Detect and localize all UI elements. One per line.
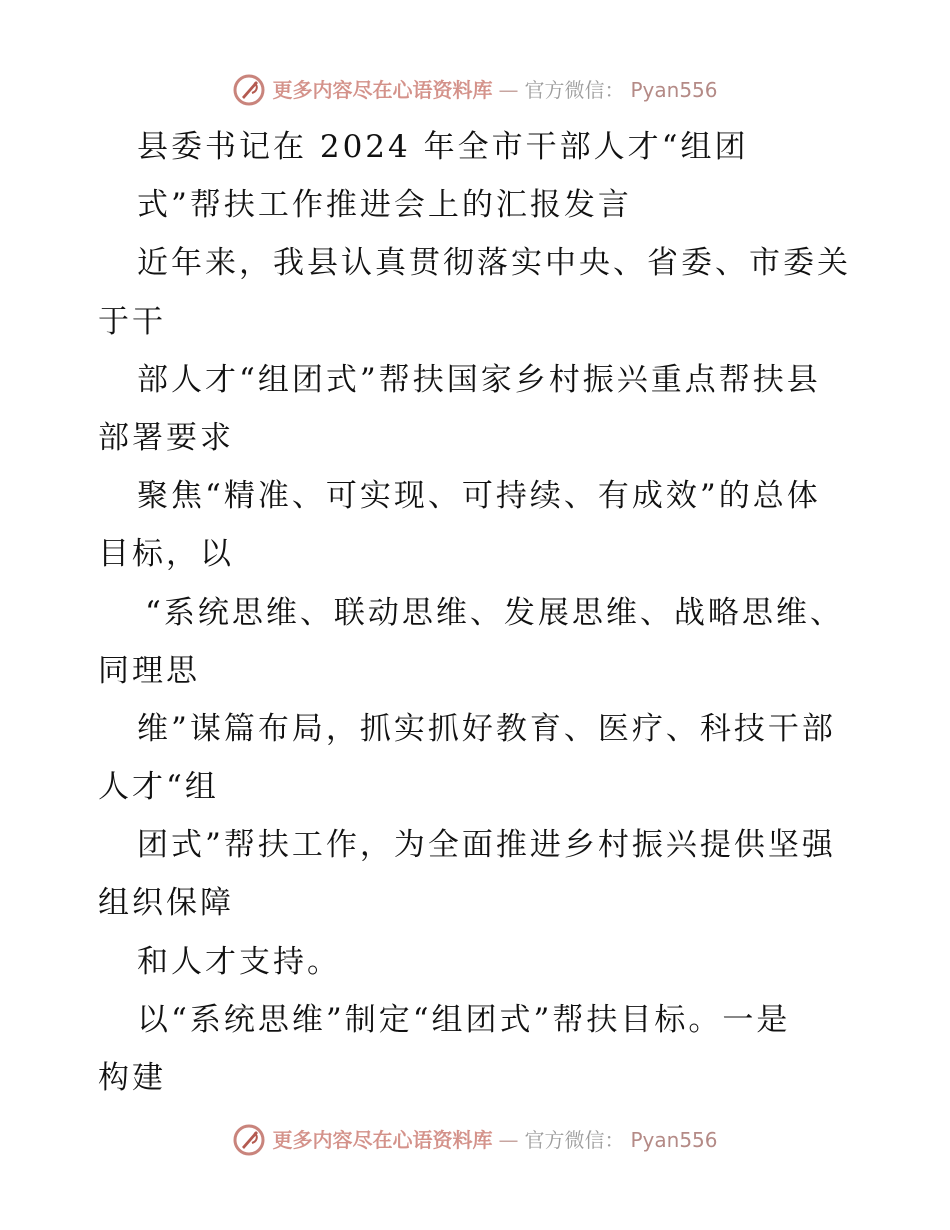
paragraph-line: “系统思维、联动思维、发展思维、战略思维、 [145,594,844,631]
paragraph-line: 部署要求 [98,419,234,456]
watermark-brand: 更多内容尽在心语资料库 [272,1128,493,1152]
quill-logo-icon [232,73,266,107]
watermark-wechat-id: Pyan556 [630,1128,718,1152]
paragraph-line: 聚焦“精准、可实现、可持续、有成效”的总体 [137,478,821,515]
paragraph-line: 近年来，我县认真贯彻落实中央、省委、市委关 [137,245,851,282]
paragraph-line: 于干 [98,303,166,340]
document-body [98,118,858,1107]
title-line-2: 式”帮扶工作推进会上的汇报发言 [137,187,632,224]
watermark-wechat-label: 官方微信： [524,1128,625,1152]
watermark-dash: — [498,78,519,102]
paragraph-line: 构建 [98,1060,166,1096]
watermark-wechat-id: Pyan556 [630,78,718,102]
paragraph-line: 以“系统思维”制定“组团式”帮扶目标。一是 [137,1001,791,1038]
watermark-dash: — [498,1128,519,1152]
paragraph-line: 维”谋篇布局，抓实抓好教育、医疗、科技干部 [137,710,836,747]
footer-watermark [0,1122,950,1158]
paragraph-line: 和人才支持。 [137,943,341,980]
watermark-wechat-label: 官方微信： [524,78,625,102]
paragraph-line: 部人才“组团式”帮扶国家乡村振兴重点帮扶县 [137,361,821,398]
header-watermark [0,72,950,108]
paragraph-line: 组织保障 [98,885,234,922]
quill-logo-icon [232,1123,266,1157]
paragraph-line: 人才“组 [98,769,219,806]
paragraph-line: 目标，以 [98,536,234,573]
paragraph-line: 同理思 [98,652,200,689]
watermark-brand: 更多内容尽在心语资料库 [272,78,493,102]
title-line-1: 县委书记在 2024 年全市干部人才“组团 [137,129,749,165]
paragraph-line: 团式”帮扶工作，为全面推进乡村振兴提供坚强 [137,827,836,864]
